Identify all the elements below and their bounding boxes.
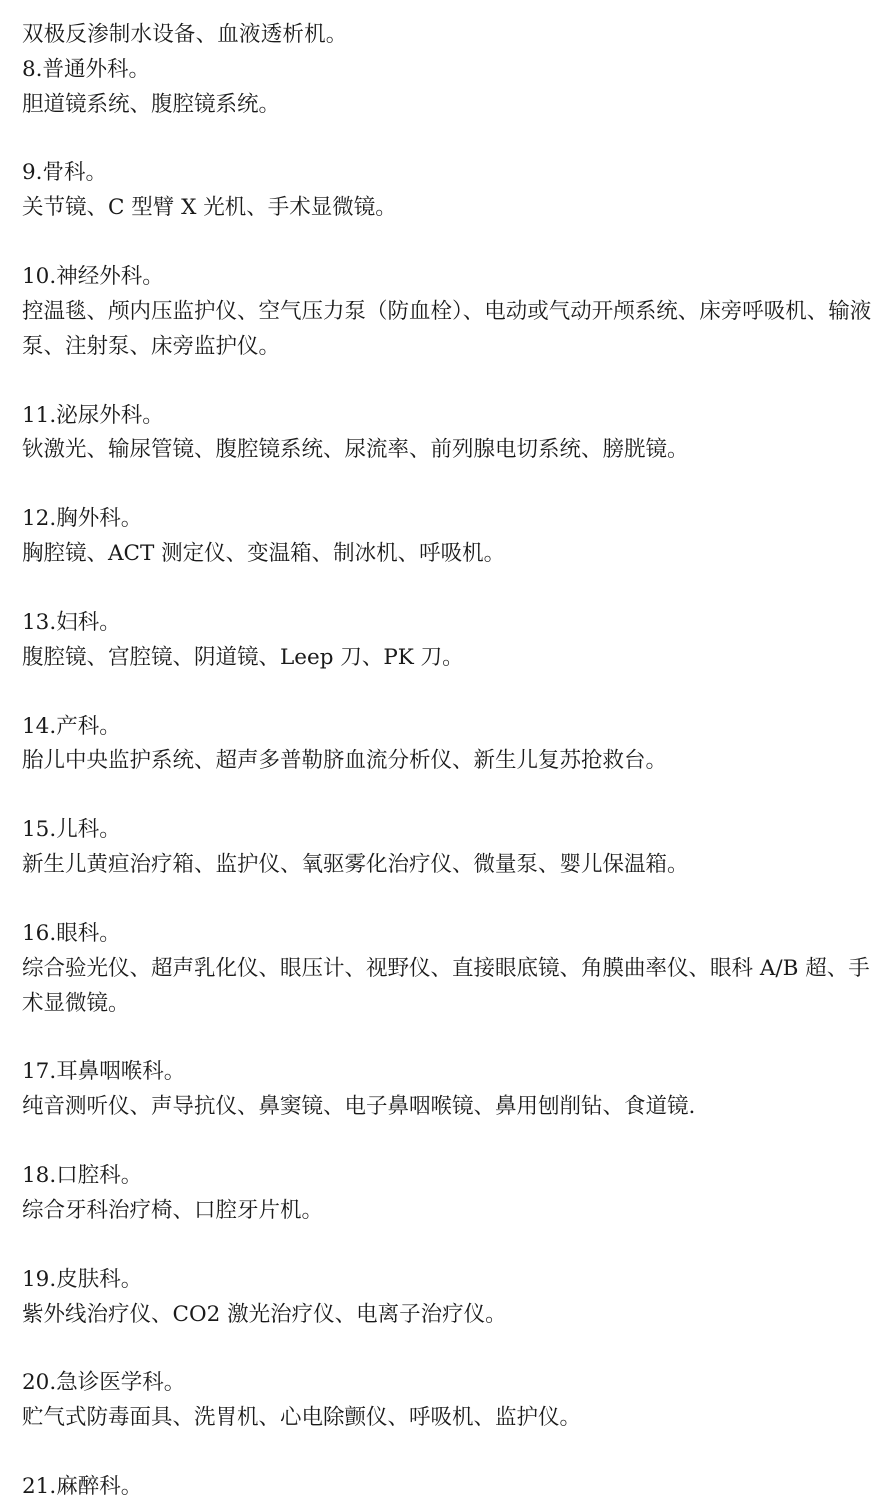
section-items: 综合牙科治疗椅、口腔牙片机。: [22, 1197, 324, 1223]
section-9: [22, 156, 872, 226]
section-heading: 21.麻醉科。: [22, 1474, 143, 1500]
section-12: [22, 502, 872, 572]
section-items: 贮气式防毒面具、洗胃机、心电除颤仪、呼吸机、监护仪。: [22, 1405, 582, 1431]
section-heading: 18.口腔科。: [22, 1163, 143, 1189]
section-heading: 13.妇科。: [22, 609, 121, 635]
section-heading: 10.神经外科。: [22, 264, 164, 290]
section-items: 新生儿黄疸治疗箱、监护仪、氧驱雾化治疗仪、微量泵、婴儿保温箱。: [22, 852, 689, 878]
section-heading: 14.产科。: [22, 713, 121, 739]
section-items: 控温毯、颅内压监护仪、空气压力泵（防血栓）、电动或气动开颅系统、床旁呼吸机、输液泵、注射泵、床旁监护仪。: [22, 298, 872, 359]
section-items: 纯音测听仪、声导抗仪、鼻窦镜、电子鼻咽喉镜、鼻用刨削钻、食道镜.: [22, 1094, 696, 1120]
section-items: 钬激光、输尿管镜、腹腔镜系统、尿流率、前列腺电切系统、膀胱镜。: [22, 437, 689, 463]
section-19: [22, 1263, 872, 1333]
section-15: [22, 813, 872, 883]
section-heading: 8.普通外科。: [22, 56, 151, 82]
document-body: [22, 18, 872, 1505]
section-21: [22, 1470, 872, 1505]
section-heading: 19.皮肤科。: [22, 1266, 143, 1292]
section-17: [22, 1055, 872, 1125]
section-items: 关节镜、C 型臂 X 光机、手术显微镜。: [22, 195, 397, 221]
section-heading: 12.胸外科。: [22, 506, 143, 532]
section-items: 紫外线治疗仪、CO2 激光治疗仪、电离子治疗仪。: [22, 1301, 507, 1327]
section-16: [22, 917, 872, 1021]
section-13: [22, 606, 872, 676]
section-20: [22, 1366, 872, 1436]
section-10: [22, 260, 872, 364]
section-14: [22, 710, 872, 780]
section-items: 综合验光仪、超声乳化仪、眼压计、视野仪、直接眼底镜、角膜曲率仪、眼科 A/B 超、手术显微镜。: [22, 955, 870, 1016]
section-heading: 15.儿科。: [22, 817, 121, 843]
section-8: [22, 53, 872, 123]
section-heading: 11.泌尿外科。: [22, 402, 164, 428]
section-heading: 17.耳鼻咽喉科。: [22, 1059, 186, 1085]
section-items: 胎儿中央监护系统、超声多普勒脐血流分析仪、新生儿复苏抢救台。: [22, 748, 668, 774]
section-heading: 16.眼科。: [22, 920, 121, 946]
section-items: 胆道镜系统、腹腔镜系统。: [22, 91, 281, 117]
section-heading: 9.骨科。: [22, 160, 108, 186]
section-items: 腹腔镜、宫腔镜、阴道镜、Leep 刀、PK 刀。: [22, 644, 464, 670]
section-18: [22, 1159, 872, 1229]
lead-paragraph: 双极反渗制水设备、血液透析机。: [22, 22, 348, 47]
section-11: [22, 399, 872, 469]
section-heading: 20.急诊医学科。: [22, 1370, 186, 1396]
section-items: 胸腔镜、ACT 测定仪、变温箱、制冰机、呼吸机。: [22, 541, 506, 567]
